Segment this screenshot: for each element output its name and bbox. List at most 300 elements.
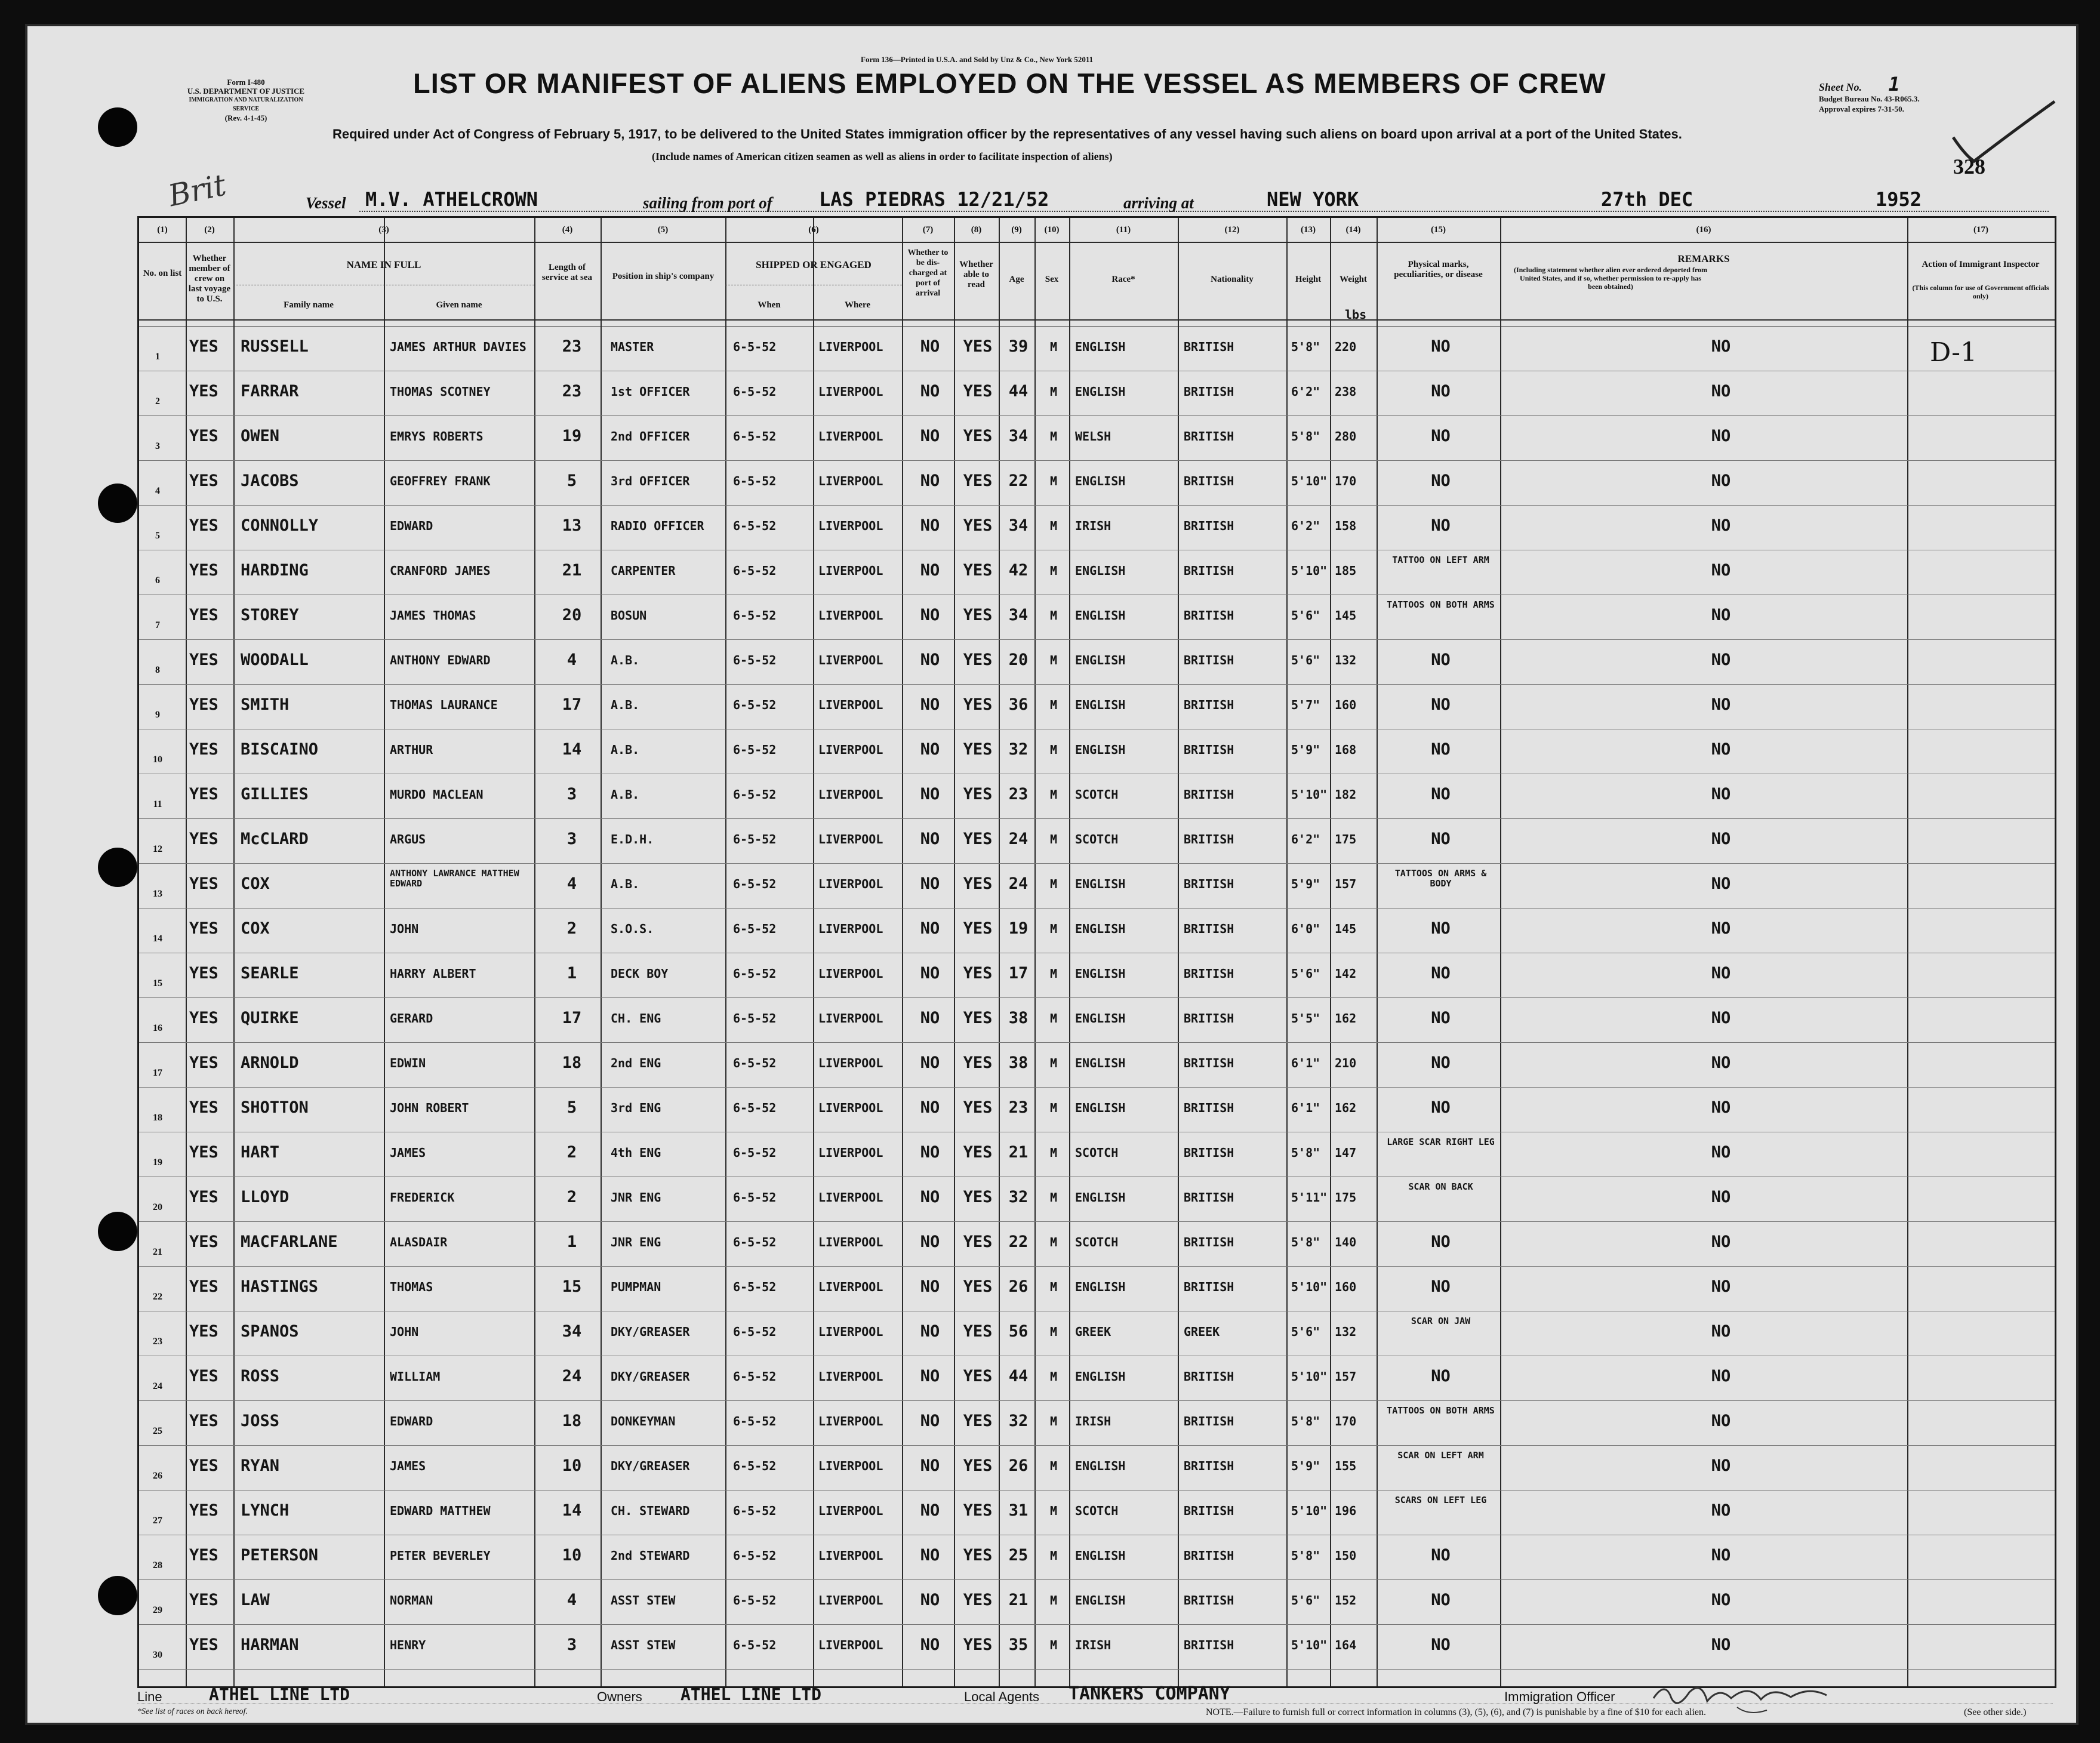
stamp-number: 328 bbox=[1953, 155, 1985, 178]
cell-where: LIVERPOOL bbox=[818, 563, 883, 578]
cell-race: SCOTCH bbox=[1075, 1145, 1119, 1160]
cell-when: 6-5-52 bbox=[733, 743, 777, 757]
table-row bbox=[139, 1356, 2055, 1401]
cell-read: YES bbox=[963, 1591, 993, 1609]
cell-position: DKY/GREASER bbox=[611, 1459, 690, 1473]
table-row bbox=[139, 1580, 2055, 1625]
cell-sex: M bbox=[1049, 653, 1058, 667]
cell-position: 2nd ENG bbox=[611, 1056, 661, 1070]
cell-remarks: NO bbox=[1711, 919, 1731, 938]
cell-height: 5'9" bbox=[1291, 1459, 1320, 1473]
cell-family: COX bbox=[241, 919, 270, 938]
cell-service: 4 bbox=[566, 874, 577, 893]
cell-where: LIVERPOOL bbox=[818, 1325, 883, 1339]
header-height: Height bbox=[1295, 275, 1322, 284]
cell-when: 6-5-52 bbox=[733, 1190, 777, 1205]
cell-last: YES bbox=[189, 740, 218, 759]
col-num: (3) bbox=[378, 225, 389, 235]
cell-age: 24 bbox=[1008, 874, 1029, 893]
vessel-label: Vessel bbox=[306, 194, 346, 212]
header-inspector-action: Action of Immigrant Inspector bbox=[1922, 260, 2040, 269]
cell-weight: 157 bbox=[1335, 1369, 1357, 1384]
cell-family: BISCAINO bbox=[241, 740, 319, 759]
cell-remarks: NO bbox=[1711, 561, 1731, 580]
col-num: (5) bbox=[657, 225, 669, 235]
cell-read: YES bbox=[963, 1188, 993, 1206]
departure-port: LAS PIEDRAS 12/21/52 bbox=[819, 188, 1049, 211]
header-nationality: Nationality bbox=[1211, 275, 1254, 284]
cell-family: SEARLE bbox=[241, 964, 299, 983]
cell-race: ENGLISH bbox=[1075, 1369, 1126, 1384]
cell-disch: NO bbox=[920, 1636, 940, 1654]
cell-read: YES bbox=[963, 740, 993, 759]
cell-last: YES bbox=[189, 1501, 218, 1520]
cell-position: DKY/GREASER bbox=[611, 1325, 690, 1339]
cell-family: SHOTTON bbox=[241, 1098, 309, 1117]
cell-position: DONKEYMAN bbox=[611, 1414, 676, 1428]
cell-read: YES bbox=[963, 382, 993, 401]
cell-family: GILLIES bbox=[241, 785, 309, 803]
table-row bbox=[139, 461, 2055, 506]
cell-disch: NO bbox=[920, 1501, 940, 1520]
row-number: 4 bbox=[155, 486, 160, 496]
cell-marks: SCARS ON LEFT LEG bbox=[1394, 1495, 1487, 1505]
cell-service: 23 bbox=[562, 337, 582, 356]
cell-remarks: NO bbox=[1711, 830, 1731, 848]
row-number: 3 bbox=[155, 441, 160, 451]
table-row bbox=[139, 1222, 2055, 1267]
cell-sex: M bbox=[1049, 922, 1058, 936]
cell-service: 14 bbox=[562, 1501, 582, 1520]
margin-note: Brit bbox=[165, 167, 229, 214]
cell-race: IRISH bbox=[1075, 1638, 1111, 1652]
table-row bbox=[139, 595, 2055, 640]
cell-disch: NO bbox=[920, 964, 940, 983]
cell-race: WELSH bbox=[1075, 429, 1111, 444]
check-mark-icon bbox=[1947, 96, 2061, 179]
cell-last: YES bbox=[189, 1188, 218, 1206]
cell-age: 36 bbox=[1008, 695, 1029, 714]
cell-read: YES bbox=[963, 651, 993, 669]
cell-family: JOSS bbox=[241, 1412, 280, 1430]
cell-family: MACFARLANE bbox=[241, 1233, 338, 1251]
table-row bbox=[139, 1491, 2055, 1535]
cell-where: LIVERPOOL bbox=[818, 1593, 883, 1607]
cell-remarks: NO bbox=[1711, 740, 1731, 759]
cell-given: THOMAS bbox=[390, 1280, 433, 1294]
table-row bbox=[139, 685, 2055, 729]
cell-position: DECK BOY bbox=[611, 966, 669, 981]
cell-where: LIVERPOOL bbox=[818, 1504, 883, 1518]
row-number: 27 bbox=[153, 1516, 162, 1526]
cell-service: 3 bbox=[566, 1636, 577, 1654]
cell-where: LIVERPOOL bbox=[818, 1011, 883, 1026]
cell-height: 5'6" bbox=[1291, 966, 1320, 981]
cell-read: YES bbox=[963, 1367, 993, 1385]
cell-remarks: NO bbox=[1711, 382, 1731, 401]
cell-family: LLOYD bbox=[241, 1188, 290, 1206]
cell-position: S.O.S. bbox=[611, 922, 654, 936]
cell-disch: NO bbox=[920, 830, 940, 848]
cell-position: A.B. bbox=[611, 743, 640, 757]
cell-weight: 157 bbox=[1335, 877, 1357, 891]
cell-race: ENGLISH bbox=[1075, 922, 1126, 936]
table-row bbox=[139, 550, 2055, 595]
cell-race: ENGLISH bbox=[1075, 877, 1126, 891]
cell-family: HASTINGS bbox=[241, 1277, 319, 1296]
cell-remarks: NO bbox=[1711, 1591, 1731, 1609]
cell-when: 6-5-52 bbox=[733, 1504, 777, 1518]
cell-position: CH. STEWARD bbox=[611, 1504, 690, 1518]
cell-height: 5'10" bbox=[1291, 474, 1328, 488]
cell-last: YES bbox=[189, 1412, 218, 1430]
cell-given: GERARD bbox=[390, 1011, 433, 1026]
cell-marks: NO bbox=[1431, 1233, 1451, 1251]
table-row bbox=[139, 1267, 2055, 1311]
cell-race: IRISH bbox=[1075, 1414, 1111, 1428]
cell-family: CONNOLLY bbox=[241, 516, 319, 535]
cell-family: HARMAN bbox=[241, 1636, 299, 1654]
cell-when: 6-5-52 bbox=[733, 1459, 777, 1473]
cell-given: THOMAS LAURANCE bbox=[390, 698, 498, 712]
cell-position: RADIO OFFICER bbox=[611, 519, 704, 533]
row-number: 2 bbox=[155, 396, 160, 407]
cell-service: 34 bbox=[562, 1322, 582, 1341]
cell-sex: M bbox=[1049, 877, 1058, 891]
vessel-name: M.V. ATHELCROWN bbox=[365, 188, 538, 211]
header-where: Where bbox=[844, 300, 871, 310]
cell-race: SCOTCH bbox=[1075, 832, 1119, 846]
cell-sex: M bbox=[1049, 1638, 1058, 1652]
cell-remarks: NO bbox=[1711, 874, 1731, 893]
cell-disch: NO bbox=[920, 919, 940, 938]
cell-height: 5'9" bbox=[1291, 877, 1320, 891]
cell-marks: NO bbox=[1431, 1009, 1451, 1027]
cell-read: YES bbox=[963, 1098, 993, 1117]
owners-value: ATHEL LINE LTD bbox=[681, 1685, 822, 1704]
cell-when: 6-5-52 bbox=[733, 1548, 777, 1563]
sheet-number: 1 bbox=[1888, 73, 1900, 96]
cell-age: 23 bbox=[1008, 785, 1029, 803]
cell-sex: M bbox=[1049, 698, 1058, 712]
cell-read: YES bbox=[963, 1412, 993, 1430]
cell-race: ENGLISH bbox=[1075, 1548, 1126, 1563]
cell-age: 26 bbox=[1008, 1277, 1029, 1296]
line-label: Line bbox=[137, 1689, 162, 1704]
row-number: 6 bbox=[155, 575, 160, 586]
cell-given: ALASDAIR bbox=[390, 1235, 448, 1249]
cell-given: JAMES bbox=[390, 1145, 426, 1160]
cell-when: 6-5-52 bbox=[733, 877, 777, 891]
cell-height: 5'6" bbox=[1291, 1325, 1320, 1339]
cell-when: 6-5-52 bbox=[733, 1145, 777, 1160]
cell-where: LIVERPOOL bbox=[818, 384, 883, 399]
cell-family: LAW bbox=[241, 1591, 270, 1609]
cell-position: A.B. bbox=[611, 653, 640, 667]
table-row bbox=[139, 371, 2055, 416]
cell-height: 5'10" bbox=[1291, 1369, 1328, 1384]
cell-sex: M bbox=[1049, 608, 1058, 623]
cell-where: LIVERPOOL bbox=[818, 429, 883, 444]
row-number: 22 bbox=[153, 1292, 162, 1302]
table-row bbox=[139, 729, 2055, 774]
cell-remarks: NO bbox=[1711, 1143, 1731, 1162]
approval-expiry: Approval expires 7-31-50. bbox=[1819, 104, 1904, 113]
cell-age: 22 bbox=[1008, 1233, 1029, 1251]
budget-bureau: Budget Bureau No. 43-R065.3. bbox=[1819, 94, 1920, 103]
cell-height: 5'10" bbox=[1291, 787, 1328, 802]
cell-last: YES bbox=[189, 1054, 218, 1072]
cell-race: SCOTCH bbox=[1075, 1504, 1119, 1518]
table-row bbox=[139, 1625, 2055, 1670]
cell-given: HARRY ALBERT bbox=[390, 966, 476, 981]
col-num: (10) bbox=[1044, 225, 1060, 235]
cell-when: 6-5-52 bbox=[733, 1369, 777, 1384]
cell-marks: NO bbox=[1431, 472, 1451, 490]
cell-height: 5'10" bbox=[1291, 1638, 1328, 1652]
cell-nat: BRITISH bbox=[1184, 787, 1234, 802]
cell-when: 6-5-52 bbox=[733, 922, 777, 936]
cell-marks: NO bbox=[1431, 1277, 1451, 1296]
cell-given: ARTHUR bbox=[390, 743, 433, 757]
cell-height: 5'10" bbox=[1291, 1504, 1328, 1518]
col-num: (14) bbox=[1345, 225, 1361, 235]
cell-remarks: NO bbox=[1711, 1367, 1731, 1385]
cell-race: ENGLISH bbox=[1075, 340, 1126, 354]
cell-remarks: NO bbox=[1711, 606, 1731, 624]
cell-given: JOHN bbox=[390, 1325, 419, 1339]
cell-weight: 160 bbox=[1335, 698, 1357, 712]
cell-weight: 140 bbox=[1335, 1235, 1357, 1249]
cell-age: 25 bbox=[1008, 1546, 1029, 1565]
cell-service: 1 bbox=[566, 1233, 577, 1251]
cell-remarks: NO bbox=[1711, 427, 1731, 445]
cell-when: 6-5-52 bbox=[733, 1101, 777, 1115]
cell-position: 3rd OFFICER bbox=[611, 474, 690, 488]
cell-weight: 150 bbox=[1335, 1548, 1357, 1563]
cell-when: 6-5-52 bbox=[733, 1414, 777, 1428]
cell-last: YES bbox=[189, 1098, 218, 1117]
manifest-document bbox=[25, 24, 2079, 1725]
cell-height: 5'8" bbox=[1291, 340, 1320, 354]
cell-position: 1st OFFICER bbox=[611, 384, 690, 399]
cell-where: LIVERPOOL bbox=[818, 966, 883, 981]
cell-height: 5'10" bbox=[1291, 1280, 1328, 1294]
cell-family: OWEN bbox=[241, 427, 280, 445]
cell-weight: 158 bbox=[1335, 519, 1357, 533]
cell-weight: 132 bbox=[1335, 653, 1357, 667]
cell-disch: NO bbox=[920, 472, 940, 490]
cell-read: YES bbox=[963, 1233, 993, 1251]
cell-service: 13 bbox=[562, 516, 582, 535]
cell-nat: BRITISH bbox=[1184, 1280, 1234, 1294]
cell-where: LIVERPOOL bbox=[818, 1235, 883, 1249]
cell-given: FREDERICK bbox=[390, 1190, 455, 1205]
cell-marks: NO bbox=[1431, 695, 1451, 714]
cell-height: 5'11" bbox=[1291, 1190, 1328, 1205]
cell-last: YES bbox=[189, 1277, 218, 1296]
cell-given: MURDO MACLEAN bbox=[390, 787, 484, 802]
cell-given: GEOFFREY FRANK bbox=[390, 474, 491, 488]
agents-label: Local Agents bbox=[964, 1689, 1039, 1704]
cell-when: 6-5-52 bbox=[733, 698, 777, 712]
cell-height: 6'1" bbox=[1291, 1056, 1320, 1070]
header-name: NAME IN FULL bbox=[346, 259, 421, 270]
cell-sex: M bbox=[1049, 1190, 1058, 1205]
cell-sex: M bbox=[1049, 832, 1058, 846]
cell-read: YES bbox=[963, 1456, 993, 1475]
cell-family: WOODALL bbox=[241, 651, 309, 669]
cell-nat: BRITISH bbox=[1184, 1369, 1234, 1384]
col-num: (2) bbox=[204, 225, 215, 235]
cell-disch: NO bbox=[920, 740, 940, 759]
cell-position: ASST STEW bbox=[611, 1593, 676, 1607]
cell-race: IRISH bbox=[1075, 519, 1111, 533]
cell-family: LYNCH bbox=[241, 1501, 290, 1520]
cell-when: 6-5-52 bbox=[733, 384, 777, 399]
cell-family: RUSSELL bbox=[241, 337, 309, 356]
cell-weight: 155 bbox=[1335, 1459, 1357, 1473]
cell-disch: NO bbox=[920, 1277, 940, 1296]
cell-disch: NO bbox=[920, 1233, 940, 1251]
cell-where: LIVERPOOL bbox=[818, 1638, 883, 1652]
cell-where: LIVERPOOL bbox=[818, 608, 883, 623]
cell-nat: BRITISH bbox=[1184, 1548, 1234, 1563]
cell-family: HARDING bbox=[241, 561, 309, 580]
cell-nat: BRITISH bbox=[1184, 743, 1234, 757]
cell-age: 31 bbox=[1008, 1501, 1029, 1520]
races-note: *See list of races on back hereof. bbox=[137, 1707, 248, 1716]
cell-remarks: NO bbox=[1711, 1322, 1731, 1341]
cell-given: EDWIN bbox=[390, 1056, 426, 1070]
header-discharged: Whether to be dis-charged at port of arrival bbox=[907, 248, 949, 298]
inclusion-note: (Include names of American citizen seamen as well as aliens in order to facilitate inspection of aliens) bbox=[652, 150, 1113, 162]
cell-marks: SCAR ON LEFT ARM bbox=[1397, 1451, 1484, 1461]
cell-age: 26 bbox=[1008, 1456, 1029, 1475]
table-row bbox=[139, 819, 2055, 864]
sheet-number-block bbox=[1819, 73, 1900, 96]
cell-service: 19 bbox=[562, 427, 582, 445]
header-no: No. on list bbox=[143, 269, 182, 278]
cell-given: JOHN bbox=[390, 922, 419, 936]
cell-service: 1 bbox=[566, 964, 577, 983]
cell-where: LIVERPOOL bbox=[818, 1548, 883, 1563]
cell-where: LIVERPOOL bbox=[818, 787, 883, 802]
cell-position: 4th ENG bbox=[611, 1145, 661, 1160]
cell-remarks: NO bbox=[1711, 1546, 1731, 1565]
cell-nat: BRITISH bbox=[1184, 608, 1234, 623]
cell-when: 6-5-52 bbox=[733, 1593, 777, 1607]
cell-where: LIVERPOOL bbox=[818, 1101, 883, 1115]
cell-race: ENGLISH bbox=[1075, 1101, 1126, 1115]
cell-height: 5'8" bbox=[1291, 1235, 1320, 1249]
cell-age: 44 bbox=[1008, 1367, 1029, 1385]
punch-hole bbox=[98, 1576, 137, 1615]
cell-nat: BRITISH bbox=[1184, 340, 1234, 354]
cell-service: 23 bbox=[562, 382, 582, 401]
cell-marks: NO bbox=[1431, 1054, 1451, 1072]
cell-last: YES bbox=[189, 1367, 218, 1385]
cell-read: YES bbox=[963, 1546, 993, 1565]
cell-age: 39 bbox=[1008, 337, 1029, 356]
cell-height: 5'8" bbox=[1291, 1414, 1320, 1428]
col-num: (1) bbox=[157, 225, 168, 235]
cell-service: 14 bbox=[562, 740, 582, 759]
cell-marks: TATTOOS ON BOTH ARMS bbox=[1387, 1406, 1495, 1416]
cell-weight: 175 bbox=[1335, 1190, 1357, 1205]
cell-read: YES bbox=[963, 1322, 993, 1341]
cell-read: YES bbox=[963, 964, 993, 983]
cell-sex: M bbox=[1049, 966, 1058, 981]
cell-last: YES bbox=[189, 1143, 218, 1162]
cell-read: YES bbox=[963, 919, 993, 938]
cell-family: SMITH bbox=[241, 695, 290, 714]
col-num: (6) bbox=[808, 225, 819, 235]
cell-sex: M bbox=[1049, 1235, 1058, 1249]
cell-weight: 164 bbox=[1335, 1638, 1357, 1652]
inspector-action-note: D-1 bbox=[1930, 337, 1977, 368]
arrival-date: 27th DEC bbox=[1601, 188, 1693, 211]
cell-disch: NO bbox=[920, 427, 940, 445]
cell-where: LIVERPOOL bbox=[818, 698, 883, 712]
cell-position: CH. ENG bbox=[611, 1011, 661, 1026]
form-revision: (Rev. 4-1-45) bbox=[224, 113, 267, 122]
cell-read: YES bbox=[963, 874, 993, 893]
cell-height: 5'6" bbox=[1291, 608, 1320, 623]
cell-when: 6-5-52 bbox=[733, 1011, 777, 1026]
cell-disch: NO bbox=[920, 1412, 940, 1430]
table-row bbox=[139, 416, 2055, 461]
cell-where: LIVERPOOL bbox=[818, 1145, 883, 1160]
row-number: 16 bbox=[153, 1023, 162, 1033]
cell-race: GREEK bbox=[1075, 1325, 1111, 1339]
row-number: 12 bbox=[153, 844, 162, 854]
form-number: Form I-480 bbox=[227, 78, 265, 87]
cell-weight: 142 bbox=[1335, 966, 1357, 981]
cell-when: 6-5-52 bbox=[733, 519, 777, 533]
cell-height: 5'8" bbox=[1291, 1548, 1320, 1563]
cell-sex: M bbox=[1049, 1325, 1058, 1339]
cell-remarks: NO bbox=[1711, 964, 1731, 983]
cell-family: FARRAR bbox=[241, 382, 299, 401]
cell-last: YES bbox=[189, 1636, 218, 1654]
cell-position: A.B. bbox=[611, 877, 640, 891]
cell-read: YES bbox=[963, 606, 993, 624]
cell-nat: BRITISH bbox=[1184, 877, 1234, 891]
header-read: Whether able to read bbox=[959, 260, 993, 290]
row-number: 19 bbox=[153, 1157, 162, 1168]
cell-race: ENGLISH bbox=[1075, 1056, 1126, 1070]
cell-last: YES bbox=[189, 427, 218, 445]
cell-service: 17 bbox=[562, 695, 582, 714]
table-row bbox=[139, 1446, 2055, 1491]
cell-when: 6-5-52 bbox=[733, 787, 777, 802]
cell-last: YES bbox=[189, 606, 218, 624]
cell-race: ENGLISH bbox=[1075, 966, 1126, 981]
table-row bbox=[139, 774, 2055, 819]
row-number: 17 bbox=[153, 1068, 162, 1078]
cell-disch: NO bbox=[920, 1456, 940, 1475]
cell-marks: NO bbox=[1431, 427, 1451, 445]
cell-nat: BRITISH bbox=[1184, 384, 1234, 399]
cell-race: ENGLISH bbox=[1075, 1011, 1126, 1026]
cell-last: YES bbox=[189, 830, 218, 848]
cell-marks: NO bbox=[1431, 1591, 1451, 1609]
cell-nat: BRITISH bbox=[1184, 519, 1234, 533]
cell-read: YES bbox=[963, 695, 993, 714]
cell-service: 21 bbox=[562, 561, 582, 580]
header-remarks-note: (Including statement whether alien ever ordered deported from United States, and if so, whether permission to re-apply has been obtained) bbox=[1513, 266, 1708, 291]
